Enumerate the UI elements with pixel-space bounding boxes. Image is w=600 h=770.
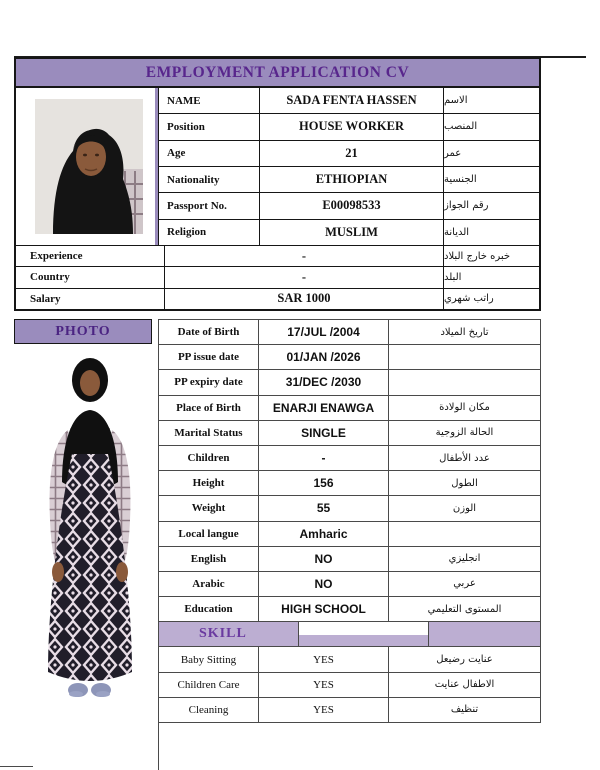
skill-label: Children Care [159,673,259,697]
skill-label-arabic: الاطفال عنايت [434,679,495,691]
field-label: Passport No. [159,193,260,218]
photo-section-header [14,319,152,344]
headshot-cell [14,88,158,245]
table-row [159,698,540,722]
experience-table [14,245,541,311]
field-label-arabic: رقم الجواز [444,200,489,212]
field-label: Experience [16,246,165,266]
field-value: NO [259,572,389,596]
field-label: Weight [159,496,259,520]
page-title: EMPLOYMENT APPLICATION CV [145,63,410,81]
skill-header-spacer [299,622,429,646]
field-label: Salary [16,289,165,309]
field-label-arabic: انجليزي [448,553,481,565]
field-value: 31/DEC /2030 [259,370,389,394]
field-value: MUSLIM [260,220,444,245]
table-row [159,88,539,114]
photo-section-label: PHOTO [55,323,111,339]
details-table [158,319,541,723]
field-value: SADA FENTA HASSEN [260,88,444,113]
field-value: ENARJI ENAWGA [259,396,389,420]
field-label-arabic: الجنسية [444,174,477,186]
page-bottom-line [0,766,33,767]
field-value: NO [259,547,389,571]
field-label-arabic [389,370,540,394]
field-label-arabic: خبره خارج البلاد [444,250,511,262]
skill-section-label: SKILL [159,622,299,646]
field-label: Height [159,471,259,495]
field-label-arabic [389,522,540,546]
skill-header-spacer-arabic [429,622,540,646]
field-label: Education [159,597,259,621]
field-label: Country [16,267,165,287]
field-label-arabic: عربي [453,578,476,590]
headshot-photo-icon [35,99,143,234]
skill-label-arabic: تنظيف [450,704,479,716]
field-label-arabic: المنصب [444,121,478,133]
table-row [159,647,540,672]
table-row [159,220,539,245]
table-row [159,167,539,193]
field-value: SINGLE [259,421,389,445]
table-row [159,547,540,572]
field-label: Age [159,141,260,166]
table-row [159,320,540,345]
field-value: - [165,246,444,266]
field-label: Date of Birth [159,320,259,344]
table-row [159,597,540,622]
field-value: - [259,446,389,470]
document-header [14,57,541,88]
field-label-arabic [389,345,540,369]
field-label: Arabic [159,572,259,596]
field-value: SAR 1000 [165,289,444,309]
table-row [159,421,540,446]
table-row [159,370,540,395]
field-value: 21 [260,141,444,166]
field-label-arabic: الطول [451,477,478,489]
table-row [159,471,540,496]
field-value: 17/JUL /2004 [259,320,389,344]
field-label-arabic: راتب شهري [444,293,494,305]
field-value: HIGH SCHOOL [259,597,389,621]
table-row [159,114,539,140]
table-row [159,673,540,698]
skill-label: Cleaning [159,698,259,722]
field-label-arabic: المستوى التعليمي [427,603,502,615]
field-value: HOUSE WORKER [260,114,444,139]
field-value: 156 [259,471,389,495]
field-label-arabic: مكان الولادة [439,402,490,414]
field-label: PP expiry date [159,370,259,394]
field-label-arabic: الحالة الزوجية [435,427,494,439]
field-label-arabic: الديانة [444,226,470,238]
field-label-arabic: البلد [444,271,462,283]
full-body-photo-icon [28,350,153,702]
field-value: E00098533 [260,193,444,218]
field-label-arabic: الوزن [452,502,477,514]
table-row [159,193,539,219]
field-label: English [159,547,259,571]
field-value: 01/JAN /2026 [259,345,389,369]
table-row [16,289,539,309]
field-label: Local langue [159,522,259,546]
field-label: PP issue date [159,345,259,369]
table-row [159,446,540,471]
field-label-arabic: عدد الأطفال [439,452,490,464]
skill-section-header [159,622,540,647]
field-value: - [165,267,444,287]
field-label: Position [159,114,260,139]
field-label: Religion [159,220,260,245]
field-label-arabic: عمر [444,147,462,159]
table-row [159,345,540,370]
skill-value: YES [259,647,389,671]
table-row [159,572,540,597]
field-value: ETHIOPIAN [260,167,444,192]
table-row [159,496,540,521]
field-label: NAME [159,88,260,113]
skill-value: YES [259,673,389,697]
skill-value: YES [259,698,389,722]
table-row [16,267,539,288]
table-row [159,522,540,547]
skill-label-arabic: عنايت رضيعل [436,654,493,666]
field-label: Children [159,446,259,470]
table-row [159,141,539,167]
table-row [159,396,540,421]
field-label: Nationality [159,167,260,192]
field-label: Marital Status [159,421,259,445]
field-label-arabic: الاسم [444,95,468,107]
skill-label: Baby Sitting [159,647,259,671]
field-value: 55 [259,496,389,520]
field-label: Place of Birth [159,396,259,420]
table-row [16,246,539,267]
field-value: Amharic [259,522,389,546]
identity-table [158,88,541,245]
table-edge-line [158,723,159,770]
field-label-arabic: تاريخ الميلاد [440,326,489,338]
